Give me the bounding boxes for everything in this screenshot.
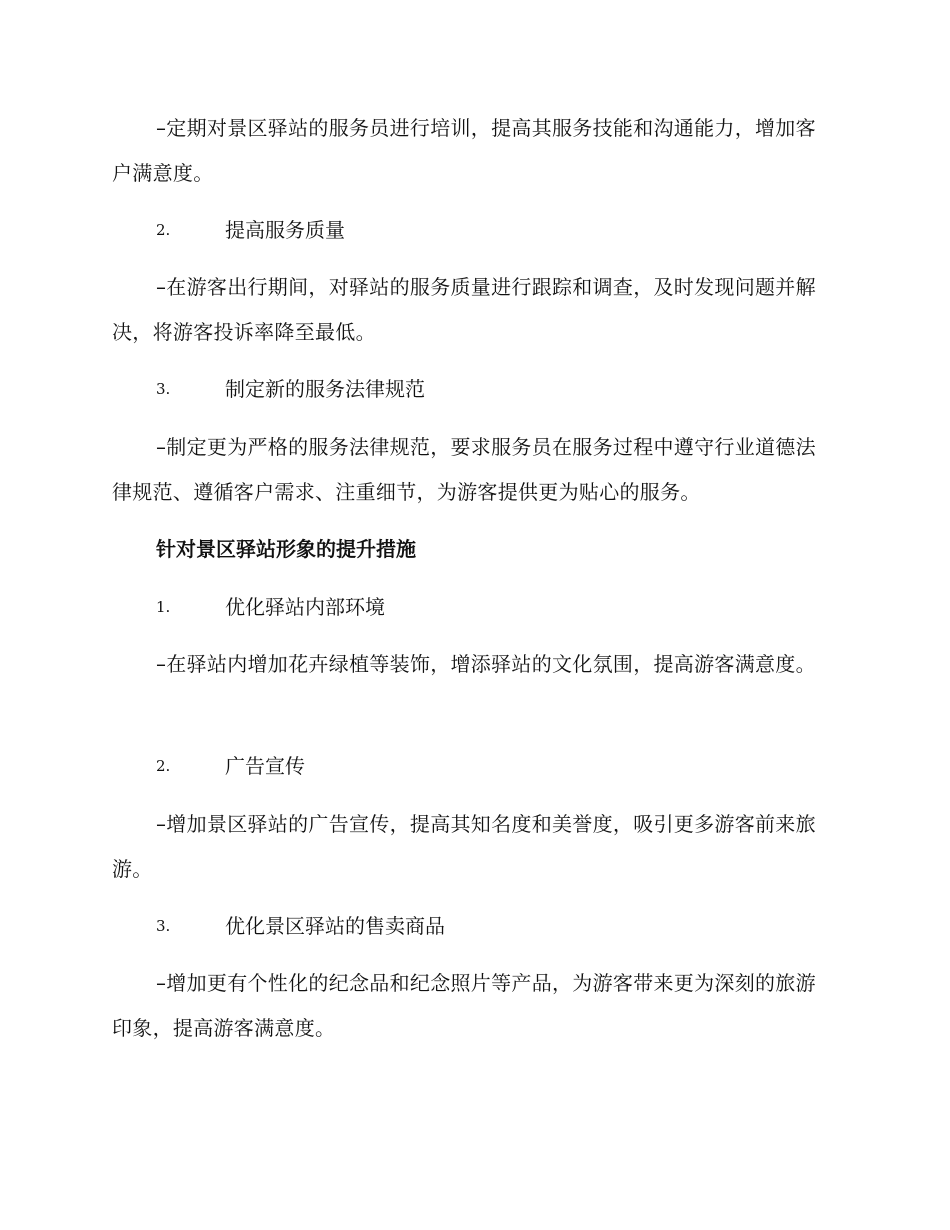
list-item-advertising <box>156 744 816 789</box>
list-number: 2. <box>156 221 171 239</box>
paragraph-legal-norms: –制定更为严格的服务法律规范，要求服务员在服务过程中遵守行业道德法律规范、遵循客户需求、注重细节，为游客提供更为贴心的服务。 <box>112 435 816 504</box>
list-number: 3. <box>156 917 171 935</box>
list-item-label: 广告宣传 <box>225 754 305 778</box>
paragraph-staff-training: –定期对景区驿站的服务员进行培训，提高其服务技能和沟通能力，增加客户满意度。 <box>112 116 816 185</box>
paragraph-decoration: –在驿站内增加花卉绿植等装饰，增添驿站的文化氛围，提高游客满意度。 <box>156 652 816 676</box>
list-item-merchandise <box>156 904 816 949</box>
section-heading: 针对景区驿站形象的提升措施 <box>156 537 416 561</box>
list-item-label: 制定新的服务法律规范 <box>225 377 425 401</box>
list-item-label: 优化驿站内部环境 <box>225 595 385 619</box>
list-number: 1. <box>156 598 171 616</box>
list-item-interior-environment <box>156 585 816 630</box>
list-number: 3. <box>156 380 171 398</box>
list-item-legal-norms <box>156 367 816 412</box>
paragraph-advertising: –增加景区驿站的广告宣传，提高其知名度和美誉度，吸引更多游客前来旅游。 <box>112 812 816 881</box>
list-item-label: 优化景区驿站的售卖商品 <box>225 914 445 938</box>
list-number: 2. <box>156 757 171 775</box>
list-item-service-quality <box>156 208 816 253</box>
paragraph-service-tracking: –在游客出行期间，对驿站的服务质量进行跟踪和调查，及时发现问题并解决，将游客投诉率降至最低。 <box>112 275 816 344</box>
list-item-label: 提高服务质量 <box>225 218 345 242</box>
paragraph-souvenirs: –增加更有个性化的纪念品和纪念照片等产品，为游客带来更为深刻的旅游印象，提高游客满意度。 <box>112 971 816 1040</box>
